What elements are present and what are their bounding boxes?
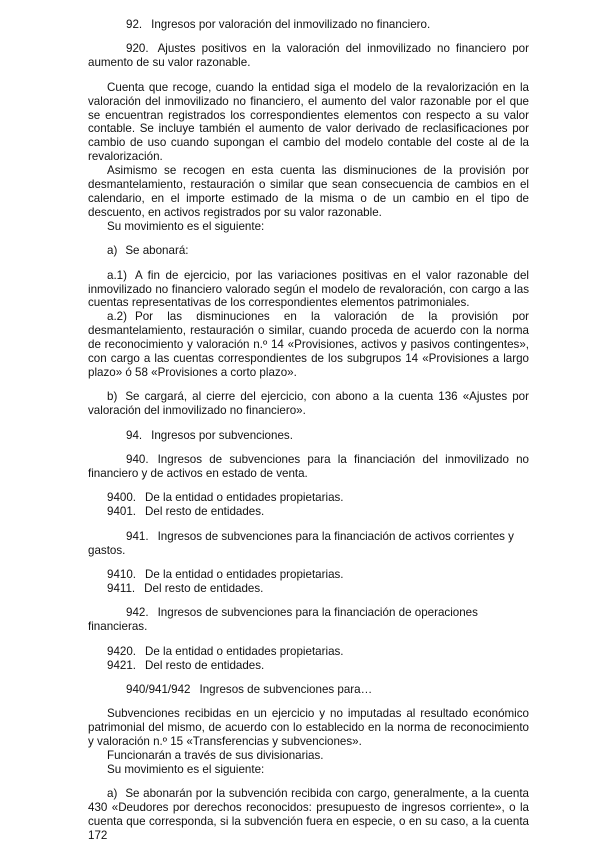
- paragraph-920-provision: Asimismo se recogen en esta cuenta las disminuciones de la provisión por desmantelamiento, restauración o similar que sean consecuencia de cambios en el calendario, en el importe estimado de la misma o de un cambio en el tipo de descuento, en activos registrados por su valor razonable.: [88, 164, 529, 219]
- paragraph-divisionarias: Funcionarán a través de sus divisionarias.: [107, 749, 324, 763]
- item-a1: a.1) A fin de ejercicio, por las variaciones positivas en el valor razonable del inmovilizado no financiero valorado según el modelo de revaloración, con cargo a las cuentas representativas de los correspondientes elementos patrimoniales.: [88, 268, 529, 310]
- subaccount-9401: 9401. Del resto de entidades.: [107, 505, 265, 519]
- account-heading-942: 942. Ingresos de subvenciones para la financiación de operaciones financieras.: [88, 606, 478, 634]
- paragraph-subvenciones-description: Subvenciones recibidas en un ejercicio y no imputadas al resultado económico patrimonial del mismo, de acuerdo con lo establecido en la norma de reconocimiento y valoración n.º 15 «Transferencias y subvenciones».: [88, 707, 529, 749]
- document-page: [88, 18, 529, 843]
- subaccount-9400: 9400. De la entidad o entidades propietarias.: [107, 491, 344, 505]
- item-b: b) Se cargará, al cierre del ejercicio, con abono a la cuenta 136 «Ajustes por valoración del inmovilizado no financiero».: [88, 390, 529, 418]
- account-heading-940-941-942: 940/941/942 Ingresos de subvenciones para…: [126, 682, 373, 696]
- item-a: a) Se abonará:: [107, 244, 189, 258]
- subaccount-9411: 9411. Del resto de entidades.: [107, 581, 264, 595]
- paragraph-movement-intro-2: Su movimiento es el siguiente:: [107, 762, 265, 776]
- subaccount-9410: 9410. De la entidad o entidades propietarias.: [107, 568, 344, 581]
- account-heading-941: 941. Ingresos de subvenciones para la financiación de activos corrientes y gastos.: [88, 529, 514, 557]
- item-a2: a.2) Por las disminuciones en la valoración de la provisión por desmantelamiento, restauración o similar, cuando proceda de acuerdo con la norma de reconocimiento y valoración n.º 14 «Provisiones, activos y pasivos contingentes», con cargo a las cuentas correspondientes de los subgrupos 14 «Provisiones a largo plazo» ó 58 «Provisiones a corto plazo».: [88, 310, 529, 379]
- account-heading-94: 94. Ingresos por subvenciones.: [126, 428, 293, 442]
- item-a-subvenciones: a) Se abonarán por la subvención recibida con cargo, generalmente, a la cuenta 430 «Deudores por derechos reconocidos: presupuesto de ingresos corriente», o la cuenta que corresponda, si la subvención fuera en especie, o en su caso, a la cuenta 172: [88, 787, 529, 843]
- account-heading-940: 940. Ingresos de subvenciones para la financiación del inmovilizado no financiero y de activos en estado de venta.: [88, 453, 529, 480]
- paragraph-920-description: Cuenta que recoge, cuando la entidad siga el modelo de la revalorización en la valoración del inmovilizado no financiero, el aumento del valor razonable por el que se encuentran registrados los correspondientes elementos con respecto a su valor contable. Se incluye también el aumento de valor derivado de reclasificaciones por cambio de uso cuando supongan el cambio del modelo contable del coste al de la revalorización.: [88, 80, 529, 164]
- subaccount-9420: 9420. De la entidad o entidades propietarias.: [107, 644, 344, 658]
- subaccount-9421: 9421. Del resto de entidades.: [107, 658, 265, 672]
- paragraph-movement-intro: Su movimiento es el siguiente:: [107, 219, 265, 233]
- account-heading-920: 920. Ajustes positivos en la valoración del inmovilizado no financiero por aumento de su valor razonable.: [88, 42, 529, 70]
- account-heading-92: 92. Ingresos por valoración del inmovilizado no financiero.: [126, 18, 431, 31]
